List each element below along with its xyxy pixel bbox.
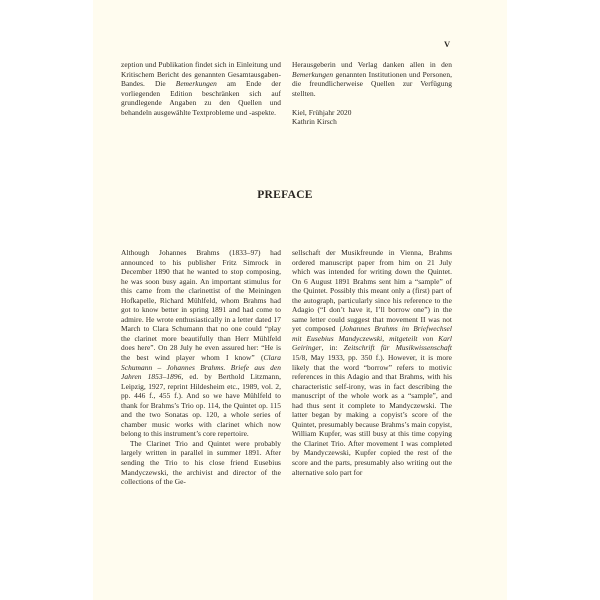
closing-paragraph-german: zeption und Publikation findet sich in Einleitung und Kritischem Bericht des genannten Gesamtausgaben-Bandes. Die Bemerkungen am Ende der vorliegenden Edition beschränken sich auf grundlegende Angaben zu den Quellen und behandeln ausgewählte Textprobleme und -aspekte. [121,60,281,117]
acknowledgement-paragraph: Herausgeberin und Verlag danken allen in den Bemerkungen genannten Institutionen und Personen, die freundlicherweise Quellen zur Verfügung stellten. [292,60,452,98]
body-paragraph: sellschaft der Musikfreunde in Vienna, Brahms ordered manuscript paper from him on 21 July which was intended for writing down the Quintet. On 6 August 1891 Brahms sent him a “sample” of the Quintet. Possibly this meant only a (first) part of the autograph, particularly since his reference to the Adagio (“I don’t have it, I’ll borrow one”) in the same letter could suggest that movement II was not yet composed (Johannes Brahms im Briefwechsel mit Eusebius Mandyczewski, mitgeteilt von Karl Geiringer, in: Zeitschrift für Musikwissenschaft 15/8, May 1933, pp. 350 f.). However, it is more likely that the word “borrow” refers to motivic references in this Adagio and that Brahms, with his characteristic self-irony, was in fact describing the manuscript of the whole work as a “sample”, and had thus sent it complete to Mandyczewski. The latter began by making a copyist’s score of the Quintet, presumably because Brahms’s main copyist, William Kupfer, was still busy at this time copying the Clarinet Trio. After movement I was completed by Mandyczewski, Kupfer copied the rest of the score and the parts, presumably also writing out the alternative solo part for [292,248,452,477]
place-date: Kiel, Frühjahr 2020 [292,107,352,117]
section-heading: PREFACE [257,189,313,201]
author-signature: Kathrin Kirsch [292,117,337,127]
body-paragraph: The Clarinet Trio and Quintet were probably largely written in parallel in summer 1891. After sending the Trio to his close friend Eusebius Mandyczewski, the archivist and director of the collections of the Ge- [121,438,281,487]
top-left-column [121,60,281,117]
body-left-column [121,248,281,487]
body-right-column [292,248,452,477]
body-paragraph: Although Johannes Brahms (1833–97) had announced to his publisher Fritz Simrock in December 1890 that he wanted to stop composing, he was soon busy again. An important stimulus for this came from the clarinettist of the Meiningen Hofkapelle, Richard Mühlfeld, whom Brahms had got to know better in spring 1891 and had come to admire. He wrote enthusiastically in a letter dated 17 March to Clara Schumann that no one could “play the clarinet more beautifully than Herr Mühlfeld does here”. On 28 July he even assured her: “He is the best wind player whom I know” (Clara Schumann – Johannes Brahms. Briefe aus den Jahren 1853–1896, ed. by Berthold Litzmann, Leipzig, 1927, reprint Hildesheim etc., 1989, vol. 2, pp. 446 f., 455 f.). And so we have Mühlfeld to thank for Brahms’s Trio op. 114, the Quintet op. 115 and the two Sonatas op. 120, a whole series of chamber music works with clarinet which now belong to this instrument’s core repertoire. [121,248,281,439]
page-number: V [444,39,451,49]
top-right-column [292,60,452,127]
